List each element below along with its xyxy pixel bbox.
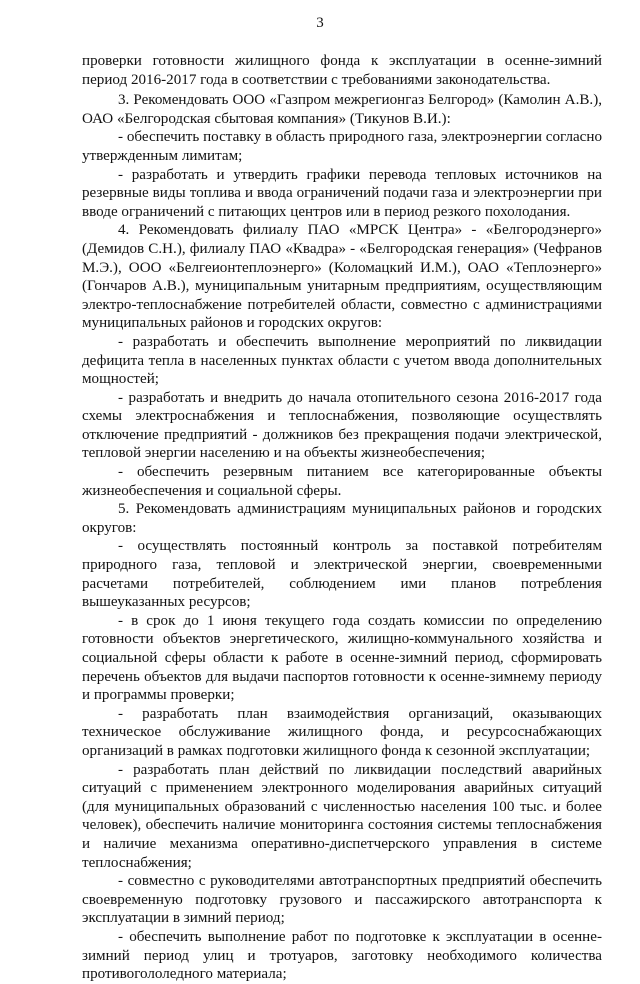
- paragraph-item-4-bullet-3: - обеспечить резервным питанием все категорированные объекты жизнеобеспечения и социальной сферы.: [82, 464, 602, 499]
- paragraph-item-5-bullet-2: - в срок до 1 июня текущего года создать комиссии по определению готовности объектов энергетического, жилищно-коммунального хозяйства и социальной сферы области к работе в осенне-зимний период, сформировать перечень объектов для выдачи паспортов готовности к осенне-зимнему периоду и программы проверки;: [82, 612, 602, 704]
- paragraph-item-5-bullet-5: - совместно с руководителями автотранспортных предприятий обеспечить своевременную подготовку грузового и пассажирского автотранспорта к эксплуатации в зимний период;: [82, 873, 602, 927]
- page-number: 3: [316, 15, 324, 31]
- paragraph-item-5-bullet-4: - разработать план действий по ликвидации последствий аварийных ситуаций с применением электронного моделирования аварийных ситуаций (для муниципальных образований с численностью населения 100 тыс. и более человек), обеспечить наличие мониторинга состояния системы теплоснабжения и наличие механизма оперативно-диспетчерского управления в системе теплоснабжения;: [82, 761, 602, 871]
- paragraph-item-3: 3. Рекомендовать ООО «Газпром межрегионгаз Белгород» (Камолин А.В.), ОАО «Белгородская сбытовая компания» (Тикунов В.И.):: [82, 92, 602, 127]
- paragraph-item-3-bullet-2: - разработать и утвердить графики перевода тепловых источников на резервные виды топлива и ввода ограничений подачи газа и электроэнергии при вводе ограничений с питающих центров или в период резкого похолодания.: [82, 166, 602, 220]
- paragraph-item-4-bullet-2: - разработать и внедрить до начала отопительного сезона 2016-2017 года схемы электроснабжения и теплоснабжения, позволяющие осуществлять отключение предприятий - должников без прекращения подачи электрической, тепловой энергии населению и на объекты жизнеобеспечения;: [82, 389, 602, 462]
- paragraph-item-5-bullet-6: - обеспечить выполнение работ по подготовке к эксплуатации в осенне-зимний период улиц и тротуаров, заготовку необходимого количества противогололедного материала;: [82, 928, 602, 983]
- paragraph-continuation: проверки готовности жилищного фонда к эксплуатации в осенне-зимний период 2016-2017 года в соответствии с требованиями законодательства.: [82, 53, 602, 88]
- paragraph-item-5-bullet-3: - разработать план взаимодействия организаций, оказывающих техническое обслуживание жилищного фонда, и ресурсоснабжающих организаций в рамках подготовки жилищного фонда к сезонной эксплуатации;: [82, 705, 602, 759]
- paragraph-item-4: 4. Рекомендовать филиалу ПАО «МРСК Центра» - «Белгородэнерго» (Демидов С.Н.), филиалу ПАО «Квадра» - «Белгородская генерация» (Чефранов М.Э.), ООО «Белгеионтеплоэнерго» (Коломацкий И.М.), ОАО «Теплоэнерго» (Гончаров А.В.), муниципальным унитарным предприятиям, осуществляющим электро-теплоснабжение потребителей области, совместно с администрациями муниципальных районов и городских округов:: [82, 222, 602, 332]
- document-body: [82, 52, 602, 984]
- paragraph-item-3-bullet-1: - обеспечить поставку в область природного газа, электроэнергии согласно утвержденным лимитам;: [82, 129, 602, 164]
- paragraph-item-4-bullet-1: - разработать и обеспечить выполнение мероприятий по ликвидации дефицита тепла в населенных пунктах области с учетом ввода дополнительных мощностей;: [82, 333, 602, 388]
- paragraph-item-5-bullet-1: - осуществлять постоянный контроль за поставкой потребителям природного газа, тепловой и электрической энергии, своевременными расчетами потребителей, соблюдением ими планов потребления вышеуказанных ресурсов;: [82, 538, 602, 611]
- paragraph-item-5: 5. Рекомендовать администрациям муниципальных районов и городских округов:: [82, 501, 602, 536]
